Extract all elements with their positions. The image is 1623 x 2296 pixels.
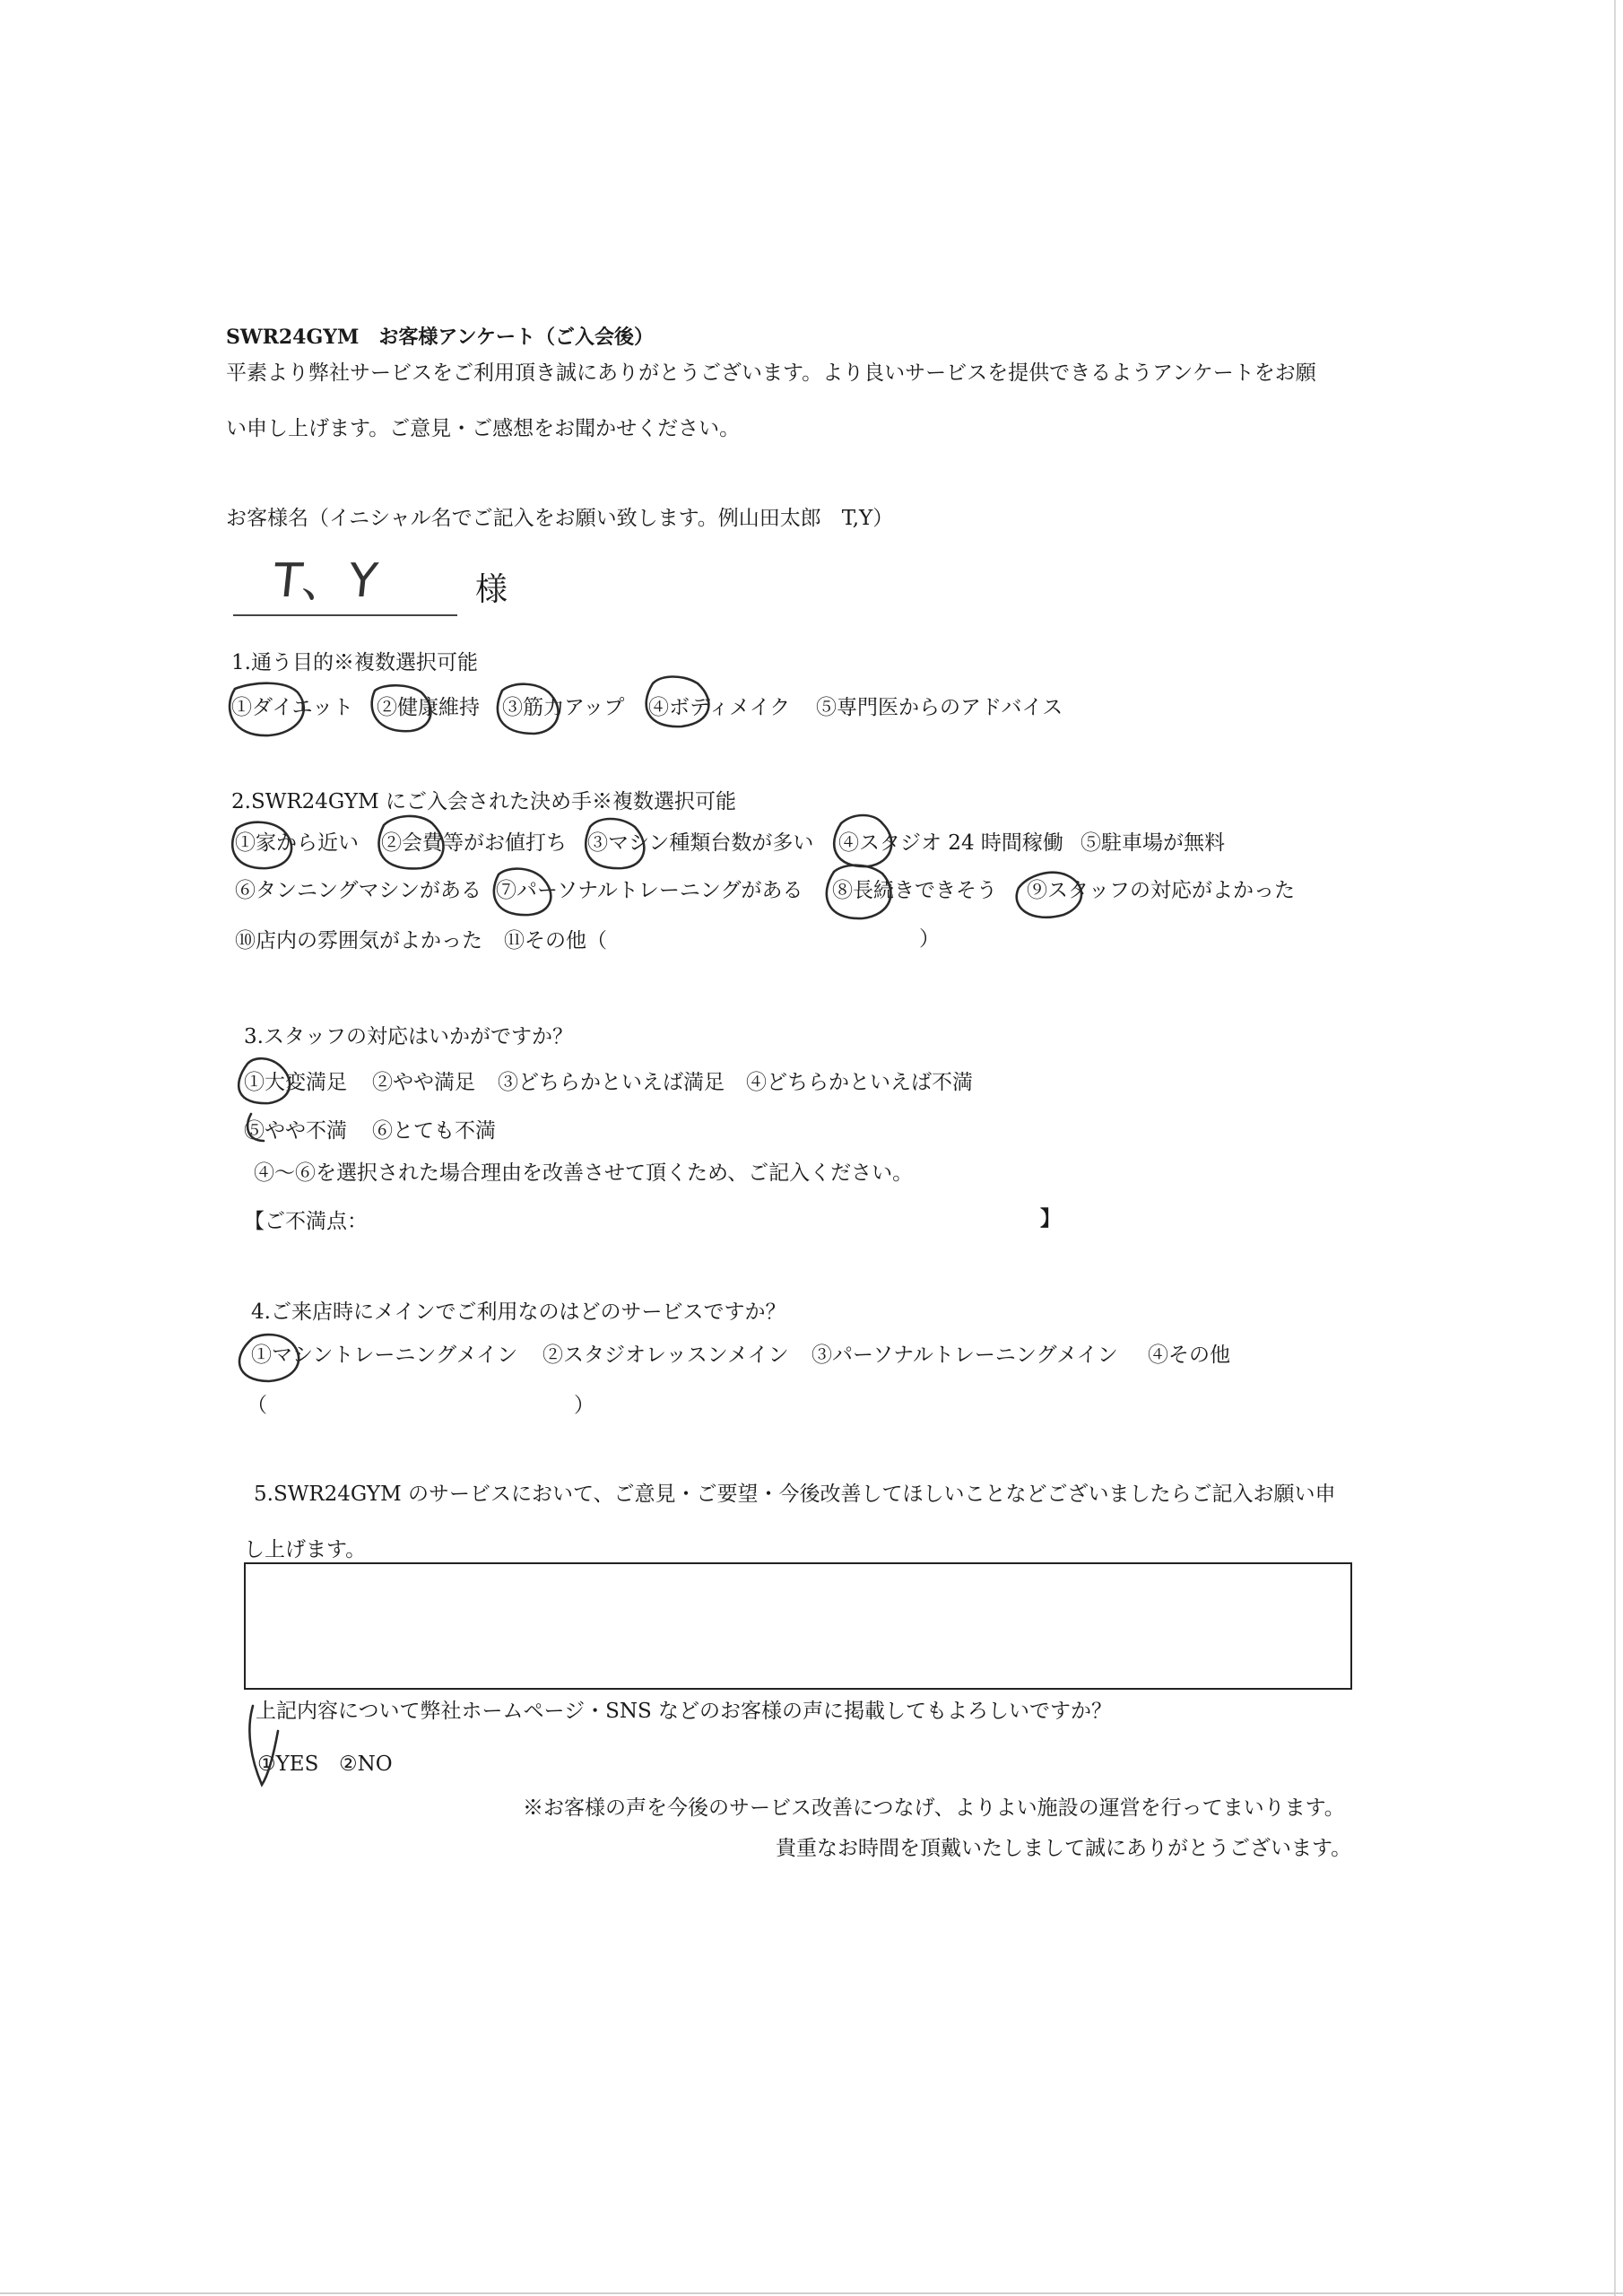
q1-circle-4 [647,677,709,727]
q2-option-11: ⑪その他（ [504,929,607,952]
customer-name-label: お客様名（イニシャル名でご記入をお願い致します。例山田太郎 T,Y） [226,507,894,530]
q4-circle-1 [239,1335,299,1381]
q3-complaint-close: 】 [1040,1206,1061,1231]
q2-title: 2.SWR24GYM にご入会された決め手※複数選択可能 [231,790,736,813]
footer-line-2: 貴重なお時間を頂戴いたしまして誠にありがとうございます。 [776,1837,1352,1860]
q4-option-3: ③パーソナルトレーニングメイン [812,1344,1118,1367]
q2-option-9: ⑨スタッフの対応がよかった [1027,879,1295,902]
intro-line-1: 平素より弊社サービスをご利用頂き誠にありがとうございます。より良いサービスを提供できるようアンケートをお願 [226,361,1316,385]
handwritten-name: T、Y [270,554,380,608]
q3-option-2: ②やや満足 [372,1071,475,1094]
q2-circle-2 [378,816,443,868]
q3-option-3: ③どちらかといえば満足 [498,1071,725,1094]
q4-title: 4.ご来店時にメインでご利用なのはどのサービスですか？ [251,1300,786,1324]
q2-option-8: ⑧長続きできそう [832,879,997,902]
q2-option-5: ⑤駐車場が無料 [1081,831,1225,855]
q4-other-open: （ [247,1394,267,1417]
q1-option-3: ③筋力アップ [502,696,625,719]
q2-circle-1 [232,822,291,868]
q2-other-close: ） [919,927,940,951]
q2-circle-7 [494,869,551,916]
q2-option-2: ②会費等がお値打ち [381,831,567,855]
q1-circle-1 [230,683,304,735]
q2-option-7: ⑦パーソナルトレーニングがある [496,879,803,902]
q5-title-line-2: し上げます。 [244,1538,367,1561]
footer-line-1: ※お客様の声を今後のサービス改善につなげ、よりよい施設の運営を行ってまいります。 [523,1796,1345,1820]
q3-title: 3.スタッフの対応はいかがですか？ [244,1025,573,1048]
q1-option-4: ④ボディメイク [648,696,791,719]
q3-note: ④～⑥を選択された場合理由を改善させて頂くため、ご記入ください。 [254,1161,914,1185]
q2-option-3: ③マシン種類台数が多い [587,831,814,855]
q2-option-1: ①家から近い [235,831,359,855]
honorific: 様 [475,571,508,608]
q3-circle-5 [247,1114,264,1141]
consent-mark-yes [249,1706,278,1785]
consent-no: ②NO [339,1752,393,1776]
q4-option-4: ④その他 [1148,1344,1230,1367]
intro-line-2: い申し上げます。ご意見・ご感想をお聞かせください。 [226,417,741,440]
q3-option-6: ⑥とても不満 [372,1119,496,1143]
q1-title: 1.通う目的※複数選択可能 [231,651,478,674]
q2-option-10: ⑩店内の雰囲気がよかった [235,929,482,952]
q4-other-close: ） [574,1394,595,1417]
survey-title: SWR24GYM お客様アンケート（ご入会後） [226,326,655,349]
q4-option-1: ①マシントレーニングメイン [251,1344,518,1367]
q5-title-line-1: 5.SWR24GYM のサービスにおいて、ご意見・ご要望・今後改善してほしいことなどございましたらご記入お願い申 [254,1483,1336,1506]
q1-circle-2 [372,685,431,731]
consent-yes: ①YES [257,1752,319,1776]
q1-option-5: ⑤専門医からのアドバイス [816,696,1063,719]
q1-circle-3 [498,684,559,734]
q2-circle-3 [586,819,644,868]
q2-circle-4 [834,815,891,866]
q2-circle-8 [827,865,891,918]
q3-circle-1 [239,1058,290,1103]
q3-option-4: ④どちらかといえば不満 [746,1071,973,1094]
q3-complaint-label: 【ご不満点： [244,1210,368,1233]
q2-circle-9 [1017,873,1081,918]
q1-option-2: ②健康維持 [377,696,480,719]
q2-option-4: ④スタジオ 24 時間稼働 [838,831,1063,855]
q3-option-1: ①大変満足 [244,1071,347,1094]
q1-option-1: ①ダイエット [231,696,354,719]
q4-option-2: ②スタジオレッスンメイン [542,1344,789,1367]
q2-option-6: ⑥タンニングマシンがある [235,879,482,902]
q3-option-5: ⑤やや不満 [244,1119,347,1143]
consent-question: 上記内容について弊社ホームページ・SNS などのお客様の声に掲載してもよろしいですか？ [256,1700,1113,1723]
